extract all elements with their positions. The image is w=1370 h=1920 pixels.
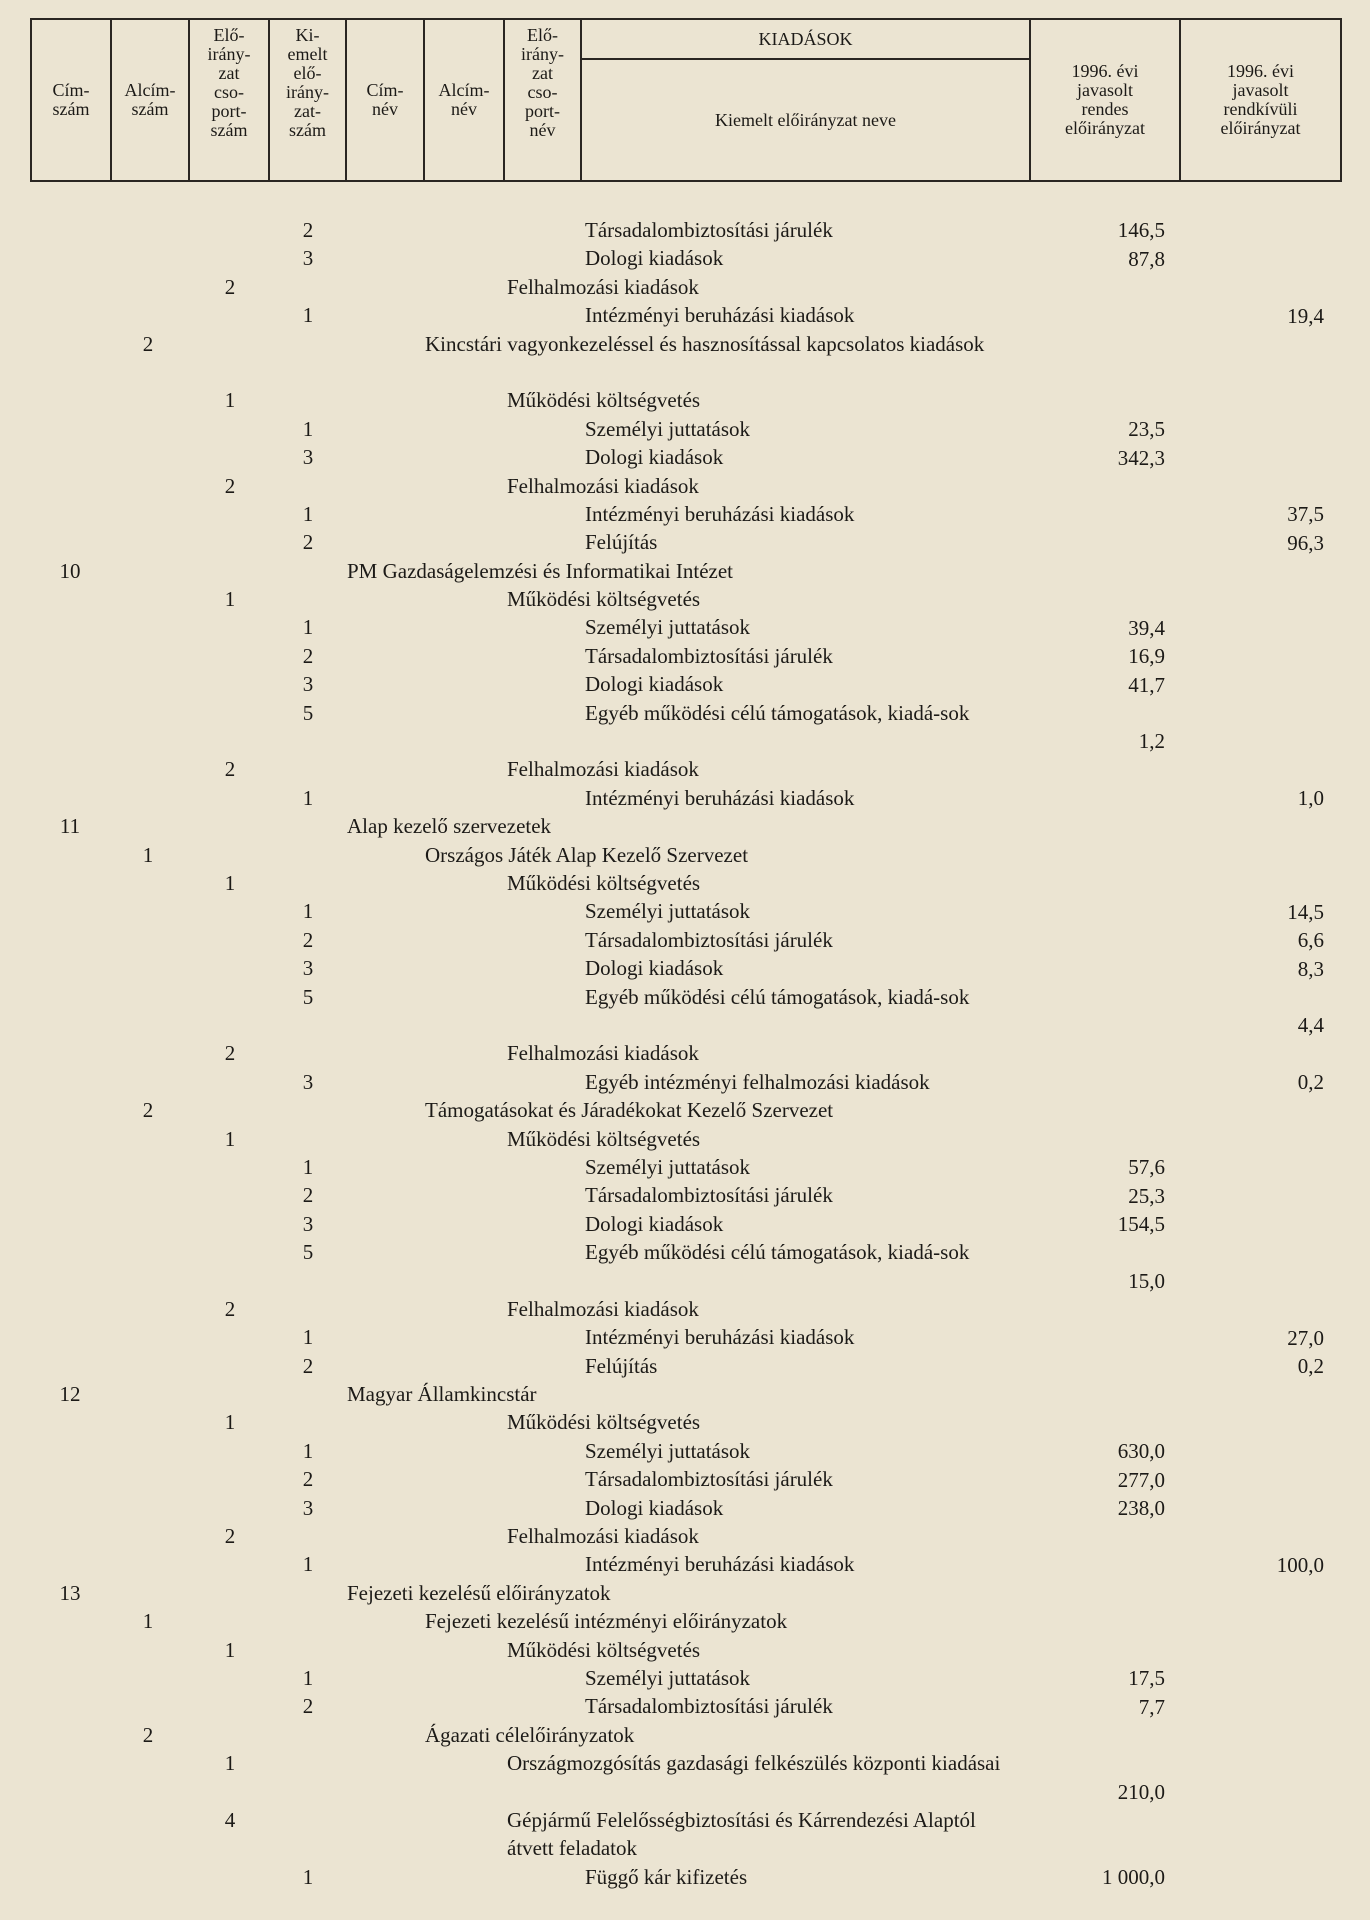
row-name: Országos Játék Alap Kezelő Szervezet: [425, 842, 749, 867]
row-name: Egyéb működési célú támogatások, kiadá-sok: [585, 1240, 970, 1265]
table-row: [0, 784, 1370, 812]
table-row: [0, 1096, 1370, 1124]
row-rendkivuli-value: 6,6: [1297, 928, 1324, 953]
row-rendes-value: 154,5: [1117, 1212, 1165, 1237]
table-row: [0, 1579, 1370, 1607]
header-kiemelt-szam: Ki- emelt elő- irány- zat- szám: [269, 19, 346, 181]
table-row: [0, 1125, 1370, 1153]
table-row: [0, 585, 1370, 613]
row-name: Dologi kiadások: [585, 246, 724, 271]
row-code: 1: [224, 1410, 236, 1435]
row-rendkivuli-value: 1,0: [1297, 786, 1324, 811]
row-name: Személyi juttatások: [585, 1438, 751, 1463]
row-name: Támogatásokat és Járadékokat Kezelő Szervezet: [425, 1098, 834, 1123]
row-code: 13: [59, 1580, 81, 1605]
row-rendkivuli-value: 37,5: [1287, 502, 1324, 527]
row-name: Működési költségvetés: [507, 1637, 701, 1662]
table-row: [0, 1465, 1370, 1493]
row-code: 5: [302, 700, 314, 725]
table-row: [0, 897, 1370, 925]
row-code: 1: [302, 1438, 314, 1463]
row-rendkivuli-value: 14,5: [1287, 899, 1324, 924]
row-code: 5: [302, 984, 314, 1009]
row-code: 1: [224, 1637, 236, 1662]
row-name: PM Gazdaságelemzési és Informatikai Intézet: [347, 558, 734, 583]
row-code: 1: [224, 871, 236, 896]
table-row: [0, 699, 1370, 756]
row-code: 1: [302, 899, 314, 924]
row-rendkivuli-value: 100,0: [1276, 1552, 1324, 1577]
row-code: 2: [302, 643, 314, 668]
row-code: 1: [224, 1126, 236, 1151]
table-row: [0, 1636, 1370, 1664]
header-kiadasok: KIADÁSOK: [581, 19, 1030, 59]
row-code: 2: [224, 1296, 236, 1321]
row-name: Magyar Államkincstár: [347, 1382, 537, 1407]
row-rendkivuli-value: 0,2: [1297, 1070, 1324, 1095]
table-row: [0, 1749, 1370, 1806]
row-rendes-value: 15,0: [1128, 1268, 1165, 1293]
row-name: Kincstári vagyonkezeléssel és hasznosítással kapcsolatos kiadások: [425, 331, 985, 356]
table-row: [0, 1863, 1370, 1891]
row-code: 2: [224, 274, 236, 299]
row-code: 2: [302, 530, 314, 555]
row-code: 1: [302, 1665, 314, 1690]
row-code: 1: [302, 501, 314, 526]
header-cimszam: Cím- szám: [31, 19, 111, 181]
header-kiemelt-nev: Kiemelt előirányzat neve: [581, 59, 1030, 181]
header-alcimnev: Alcím- név: [424, 19, 504, 181]
row-code: 2: [302, 1353, 314, 1378]
row-code: 1: [142, 1609, 154, 1634]
table-row: [0, 1380, 1370, 1408]
row-rendes-value: 23,5: [1128, 417, 1165, 442]
row-code: 3: [302, 246, 314, 271]
table-row: [0, 1323, 1370, 1351]
row-rendes-value: 41,7: [1128, 672, 1165, 697]
table-row: [0, 386, 1370, 414]
row-name: Dologi kiadások: [585, 1211, 724, 1236]
row-name: Személyi juttatások: [585, 615, 751, 640]
table-row: [0, 1522, 1370, 1550]
row-code: 1: [302, 416, 314, 441]
row-code: 1: [302, 303, 314, 328]
row-rendes-value: 57,6: [1128, 1155, 1165, 1180]
row-name: Felhalmozási kiadások: [507, 1296, 699, 1321]
row-name: Felhalmozási kiadások: [507, 1041, 699, 1066]
table-row: [0, 613, 1370, 641]
row-rendes-value: 17,5: [1128, 1666, 1165, 1691]
row-rendes-value: 7,7: [1138, 1694, 1165, 1719]
row-code: 3: [302, 956, 314, 981]
row-rendes-value: 87,8: [1128, 246, 1165, 271]
row-code: 2: [302, 1467, 314, 1492]
row-rendes-value: 16,9: [1128, 644, 1165, 669]
row-name: Működési költségvetés: [507, 1410, 701, 1435]
header-csoportnev: Elő- irány- zat cso- port- név: [504, 19, 581, 181]
row-rendes-value: 39,4: [1128, 615, 1165, 640]
row-name: Társadalombiztosítási járulék: [585, 1694, 833, 1719]
row-name: Személyi juttatások: [585, 899, 751, 924]
table-row: [0, 926, 1370, 954]
row-code: 2: [224, 757, 236, 782]
row-code: 1: [302, 1864, 314, 1889]
table-row: [0, 1607, 1370, 1635]
table-row: [0, 330, 1370, 387]
row-code: 2: [302, 218, 314, 242]
row-rendkivuli-value: 8,3: [1297, 956, 1324, 981]
table-row: [0, 1664, 1370, 1692]
row-code: 10: [59, 558, 81, 583]
row-code: 3: [302, 1069, 314, 1094]
table-row: [0, 472, 1370, 500]
row-code: 1: [142, 842, 154, 867]
row-rendes-value: 342,3: [1117, 445, 1165, 470]
table-row: [0, 1068, 1370, 1096]
row-name: Társadalombiztosítási járulék: [585, 1467, 833, 1492]
row-rendkivuli-value: 27,0: [1287, 1325, 1324, 1350]
table-row: [0, 1408, 1370, 1436]
header-cimnev: Cím- név: [346, 19, 424, 181]
row-name: Dologi kiadások: [585, 445, 724, 470]
row-code: 4: [224, 1807, 236, 1832]
row-rendkivuli-value: 0,2: [1297, 1354, 1324, 1379]
row-name: Működési költségvetés: [507, 388, 701, 413]
row-name: Felújítás: [585, 530, 658, 555]
row-name: Társadalombiztosítási járulék: [585, 643, 833, 668]
row-name: Intézményi beruházási kiadások: [585, 1325, 855, 1350]
row-name: Társadalombiztosítási járulék: [585, 218, 833, 242]
row-rendes-value: 1 000,0: [1102, 1865, 1165, 1890]
row-name: Intézményi beruházási kiadások: [585, 1552, 855, 1577]
row-rendes-value: 277,0: [1117, 1467, 1165, 1492]
table-row: [0, 500, 1370, 528]
row-code: 5: [302, 1240, 314, 1265]
table-row: [0, 983, 1370, 1040]
row-name: Egyéb működési célú támogatások, kiadá-sok: [585, 984, 970, 1009]
row-rendes-value: 210,0: [1117, 1779, 1165, 1804]
row-name: Függő kár kifizetés: [585, 1864, 748, 1889]
row-code: 11: [59, 814, 81, 839]
row-code: 1: [224, 1751, 236, 1776]
row-name: Intézményi beruházási kiadások: [585, 303, 855, 328]
table-row: [0, 841, 1370, 869]
row-name: Ágazati célelőirányzatok: [425, 1722, 635, 1747]
header-rendes: 1996. évi javasolt rendes előirányzat: [1030, 19, 1180, 181]
row-code: 1: [302, 1154, 314, 1179]
row-name: Egyéb intézményi felhalmozási kiadások: [585, 1069, 930, 1094]
row-code: 2: [224, 1041, 236, 1066]
row-name: Fejezeti kezelésű intézményi előirányzatok: [425, 1609, 788, 1634]
row-name: Intézményi beruházási kiadások: [585, 785, 855, 810]
table-row: [0, 1295, 1370, 1323]
row-code: 1: [302, 1325, 314, 1350]
row-name: Társadalombiztosítási járulék: [585, 927, 833, 952]
table-row: [0, 1721, 1370, 1749]
row-code: 1: [302, 785, 314, 810]
table-row: [0, 1181, 1370, 1209]
table-row: [0, 869, 1370, 897]
row-name: Személyi juttatások: [585, 416, 751, 441]
table-row: [0, 1437, 1370, 1465]
table-row: [0, 301, 1370, 329]
row-rendes-value: 630,0: [1117, 1439, 1165, 1464]
row-name: Felújítás: [585, 1353, 658, 1378]
table-row: [0, 244, 1370, 272]
table-row: [0, 1153, 1370, 1181]
row-name: Működési költségvetés: [507, 871, 701, 896]
table-header: [30, 18, 1342, 182]
row-code: 3: [302, 445, 314, 470]
table-row: [0, 443, 1370, 471]
table-row: [0, 755, 1370, 783]
row-rendes-value: 25,3: [1128, 1183, 1165, 1208]
row-name: Intézményi beruházási kiadások: [585, 501, 855, 526]
row-code: 12: [59, 1382, 81, 1407]
row-name: Működési költségvetés: [507, 587, 701, 612]
row-code: 2: [302, 927, 314, 952]
row-rendes-value: 238,0: [1117, 1496, 1165, 1521]
row-rendes-value: 146,5: [1117, 218, 1165, 243]
table-row: [0, 642, 1370, 670]
table-row: [0, 1210, 1370, 1238]
row-code: 2: [142, 1722, 154, 1747]
row-name: Fejezeti kezelésű előirányzatok: [347, 1580, 611, 1605]
row-rendkivuli-value: 4,4: [1297, 1013, 1324, 1038]
table-row: [0, 1039, 1370, 1067]
row-name: Társadalombiztosítási járulék: [585, 1183, 833, 1208]
table-row: [0, 1352, 1370, 1380]
row-code: 2: [142, 1098, 154, 1123]
row-code: 1: [224, 587, 236, 612]
row-name: Dologi kiadások: [585, 1495, 724, 1520]
row-rendes-value: 1,2: [1138, 729, 1165, 754]
row-name: Felhalmozási kiadások: [507, 473, 699, 498]
table-row: [0, 1494, 1370, 1522]
row-rendkivuli-value: 96,3: [1287, 530, 1324, 555]
row-name: Dologi kiadások: [585, 672, 724, 697]
header-csoportszam: Elő- irány- zat cso- port- szám: [189, 19, 269, 181]
row-name: Felhalmozási kiadások: [507, 274, 699, 299]
row-code: 2: [224, 473, 236, 498]
row-code: 2: [302, 1694, 314, 1719]
row-name: Gépjármű Felelősségbiztosítási és Kárrendezési Alaptól átvett feladatok: [507, 1807, 976, 1860]
row-name: Egyéb működési célú támogatások, kiadá-sok: [585, 700, 970, 725]
table-row: [0, 1692, 1370, 1720]
row-rendkivuli-value: 19,4: [1287, 303, 1324, 328]
table-row: [0, 1806, 1370, 1863]
table-body: [0, 216, 1370, 1891]
table-row: [0, 528, 1370, 556]
row-code: 2: [142, 331, 154, 356]
row-name: Alap kezelő szervezetek: [347, 814, 552, 839]
header-alcimszam: Alcím- szám: [111, 19, 189, 181]
row-name: Személyi juttatások: [585, 1665, 751, 1690]
row-code: 3: [302, 672, 314, 697]
row-code: 3: [302, 1495, 314, 1520]
row-code: 2: [224, 1524, 236, 1549]
header-rendkivuli: 1996. évi javasolt rendkívüli előirányzat: [1180, 19, 1341, 181]
table-row: [0, 954, 1370, 982]
row-code: 1: [224, 388, 236, 413]
table-row: [0, 216, 1370, 244]
table-row: [0, 670, 1370, 698]
row-name: Működési költségvetés: [507, 1126, 701, 1151]
table-row: [0, 557, 1370, 585]
row-code: 2: [302, 1183, 314, 1208]
table-row: [0, 812, 1370, 840]
row-name: Felhalmozási kiadások: [507, 1524, 699, 1549]
row-name: Személyi juttatások: [585, 1154, 751, 1179]
row-name: Országmozgósítás gazdasági felkészülés központi kiadásai: [507, 1751, 1001, 1776]
row-code: 1: [302, 1552, 314, 1577]
table-row: [0, 273, 1370, 301]
row-code: 1: [302, 615, 314, 640]
table-row: [0, 1550, 1370, 1578]
table-row: [0, 415, 1370, 443]
row-name: Felhalmozási kiadások: [507, 757, 699, 782]
table-row: [0, 1238, 1370, 1295]
row-code: 3: [302, 1211, 314, 1236]
row-name: Dologi kiadások: [585, 956, 724, 981]
